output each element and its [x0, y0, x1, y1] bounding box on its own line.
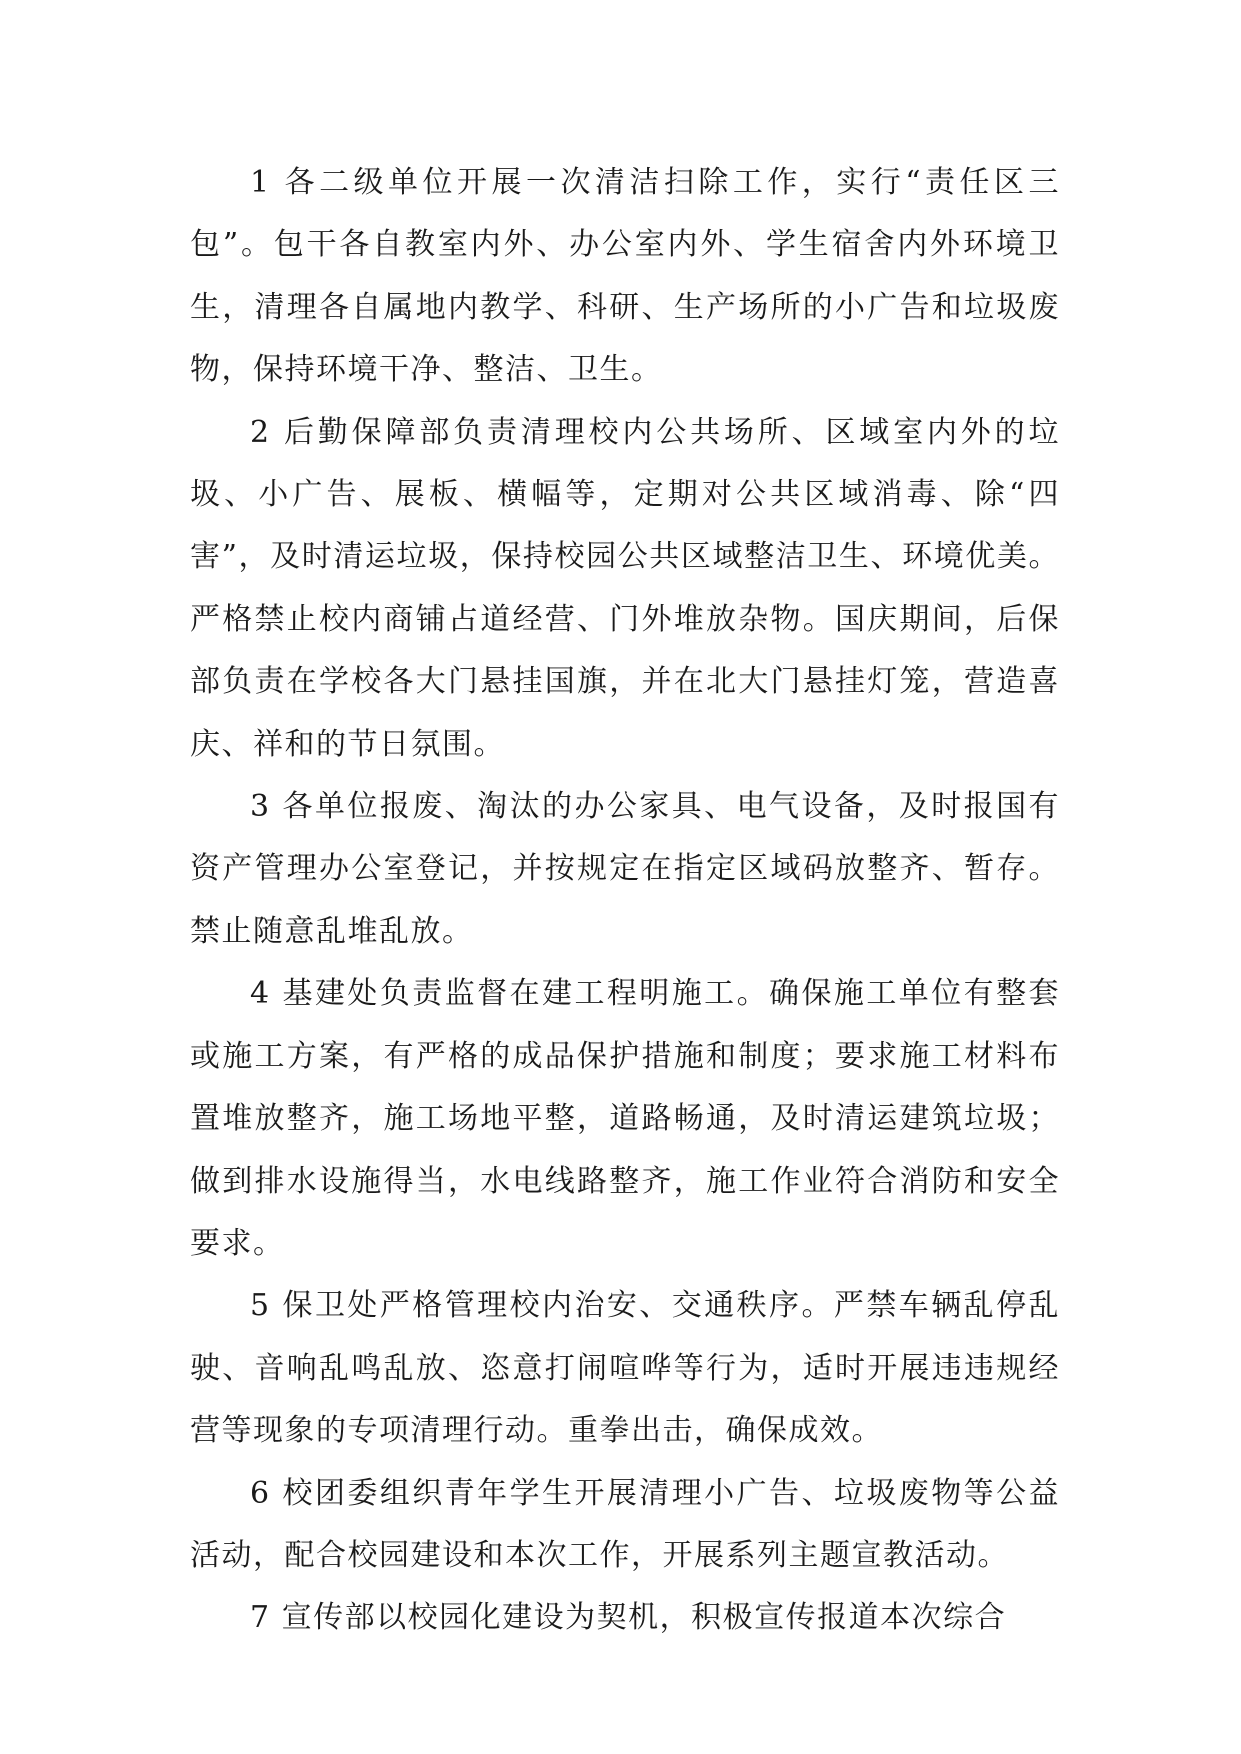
- paragraph-5: 5 保卫处严格管理校内治安、交通秩序。严禁车辆乱停乱驶、音响乱鸣乱放、恣意打闹喧哗等行为，适时开展违违规经营等现象的专项清理行动。重拳出击，确保成效。: [190, 1288, 1060, 1449]
- document-body: [190, 152, 1060, 1650]
- paragraph-2: 2 后勤保障部负责清理校内公共场所、区域室内外的垃圾、小广告、展板、横幅等，定期对公共区域消毒、除“四害”，及时清运垃圾，保持校园公共区域整洁卫生、环境优美。严格禁止校内商铺占道经营、门外堆放杂物。国庆期间，后保部负责在学校各大门悬挂国旗，并在北大门悬挂灯笼，营造喜庆、祥和的节日氛围。: [190, 414, 1060, 762]
- paragraph-6: 6 校团委组织青年学生开展清理小广告、垃圾废物等公益活动，配合校园建设和本次工作，开展系列主题宣教活动。: [190, 1475, 1060, 1573]
- paragraph-7: 7 宣传部以校园化建设为契机，积极宣传报道本次综合: [250, 1600, 1007, 1636]
- paragraph-3: 3 各单位报废、淘汰的办公家具、电气设备，及时报国有资产管理办公室登记，并按规定在指定区域码放整齐、暂存。禁止随意乱堆乱放。: [190, 789, 1060, 949]
- paragraph-4: 4 基建处负责监督在建工程明施工。确保施工单位有整套或施工方案，有严格的成品保护措施和制度；要求施工材料布置堆放整齐，施工场地平整，道路畅通，及时清运建筑垃圾；做到排水设施得当，水电线路整齐，施工作业符合消防和安全要求。: [190, 976, 1060, 1261]
- paragraph-1: 1 各二级单位开展一次清洁扫除工作，实行“责任区三包”。包干各自教室内外、办公室内外、学生宿舍内外环境卫生，清理各自属地内教学、科研、生产场所的小广告和垃圾废物，保持环境干净、整洁、卫生。: [190, 165, 1060, 388]
